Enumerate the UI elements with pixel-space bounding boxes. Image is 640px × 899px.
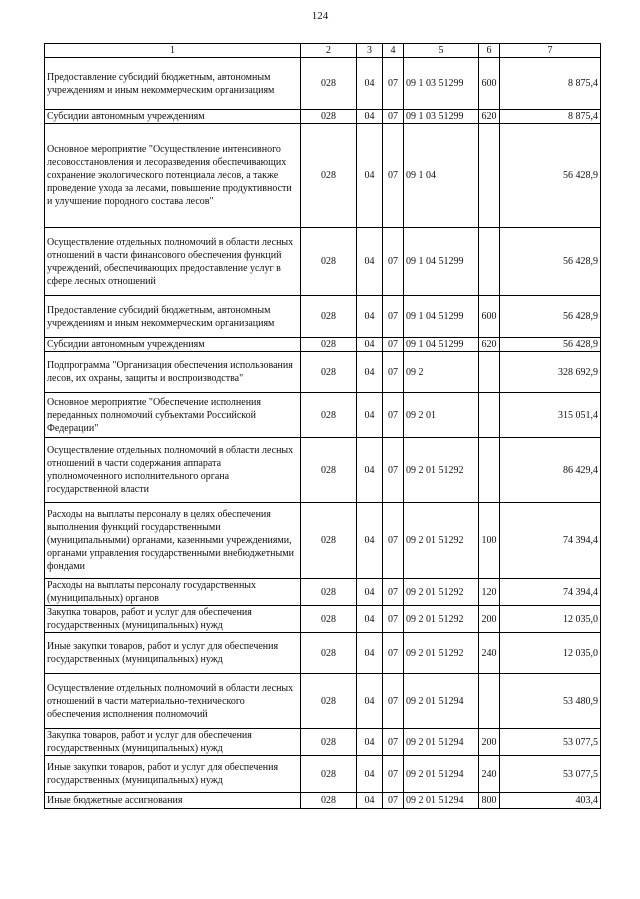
row-section-code: 04 bbox=[357, 674, 383, 729]
row-subsection-code: 07 bbox=[383, 756, 404, 793]
row-subsection-code: 07 bbox=[383, 729, 404, 756]
row-amount: 12 035,0 bbox=[500, 633, 601, 674]
row-name: Предоставление субсидий бюджетным, автономным учреждениям и иным некоммерческим организациям bbox=[45, 296, 301, 338]
row-target-article: 09 1 04 51299 bbox=[404, 338, 479, 352]
table-row bbox=[45, 729, 601, 756]
row-name: Закупка товаров, работ и услуг для обеспечения государственных (муниципальных) нужд bbox=[45, 729, 301, 756]
row-ved-code: 028 bbox=[301, 674, 357, 729]
column-header: 2 bbox=[301, 44, 357, 58]
table-row bbox=[45, 228, 601, 296]
row-section-code: 04 bbox=[357, 633, 383, 674]
row-subsection-code: 07 bbox=[383, 124, 404, 228]
row-target-article: 09 1 04 51299 bbox=[404, 228, 479, 296]
row-subsection-code: 07 bbox=[383, 393, 404, 438]
row-expense-type: 200 bbox=[479, 729, 500, 756]
row-expense-type bbox=[479, 438, 500, 503]
table-row bbox=[45, 503, 601, 579]
table-row bbox=[45, 756, 601, 793]
row-name: Основное мероприятие "Обеспечение исполнения переданных полномочий субъектами Российской Федерации" bbox=[45, 393, 301, 438]
row-name: Основное мероприятие "Осуществление интенсивного лесовосстановления и лесоразведения обеспечивающих сохранение экологического потенциала лесов, а также проведение ухода за лесами, повышение продуктивности и улучшение породного состава лесов" bbox=[45, 124, 301, 228]
column-header: 6 bbox=[479, 44, 500, 58]
row-section-code: 04 bbox=[357, 793, 383, 809]
row-section-code: 04 bbox=[357, 124, 383, 228]
row-amount: 328 692,9 bbox=[500, 352, 601, 393]
row-target-article: 09 2 01 51292 bbox=[404, 606, 479, 633]
row-expense-type: 240 bbox=[479, 756, 500, 793]
row-expense-type bbox=[479, 674, 500, 729]
row-expense-type: 240 bbox=[479, 633, 500, 674]
row-expense-type: 600 bbox=[479, 58, 500, 110]
row-ved-code: 028 bbox=[301, 352, 357, 393]
row-amount: 8 875,4 bbox=[500, 110, 601, 124]
row-target-article: 09 1 04 bbox=[404, 124, 479, 228]
row-target-article: 09 1 03 51299 bbox=[404, 110, 479, 124]
row-expense-type: 100 bbox=[479, 503, 500, 579]
row-subsection-code: 07 bbox=[383, 503, 404, 579]
row-amount: 56 428,9 bbox=[500, 338, 601, 352]
row-ved-code: 028 bbox=[301, 606, 357, 633]
table-row bbox=[45, 438, 601, 503]
row-name: Закупка товаров, работ и услуг для обеспечения государственных (муниципальных) нужд bbox=[45, 606, 301, 633]
row-section-code: 04 bbox=[357, 393, 383, 438]
budget-table bbox=[44, 43, 601, 809]
row-name: Подпрограмма "Организация обеспечения использования лесов, их охраны, защиты и воспроизводства" bbox=[45, 352, 301, 393]
row-section-code: 04 bbox=[357, 606, 383, 633]
row-amount: 56 428,9 bbox=[500, 124, 601, 228]
row-expense-type: 620 bbox=[479, 338, 500, 352]
row-subsection-code: 07 bbox=[383, 58, 404, 110]
row-ved-code: 028 bbox=[301, 338, 357, 352]
row-subsection-code: 07 bbox=[383, 338, 404, 352]
row-section-code: 04 bbox=[357, 579, 383, 606]
row-target-article: 09 1 03 51299 bbox=[404, 58, 479, 110]
row-ved-code: 028 bbox=[301, 124, 357, 228]
row-ved-code: 028 bbox=[301, 296, 357, 338]
row-section-code: 04 bbox=[357, 756, 383, 793]
row-subsection-code: 07 bbox=[383, 579, 404, 606]
row-name: Иные закупки товаров, работ и услуг для обеспечения государственных (муниципальных) нужд bbox=[45, 756, 301, 793]
table-row bbox=[45, 393, 601, 438]
table-row bbox=[45, 338, 601, 352]
row-expense-type bbox=[479, 393, 500, 438]
table-row bbox=[45, 352, 601, 393]
row-subsection-code: 07 bbox=[383, 633, 404, 674]
table-row bbox=[45, 110, 601, 124]
row-target-article: 09 2 01 51292 bbox=[404, 579, 479, 606]
table-row bbox=[45, 58, 601, 110]
column-header: 3 bbox=[357, 44, 383, 58]
row-subsection-code: 07 bbox=[383, 438, 404, 503]
row-subsection-code: 07 bbox=[383, 110, 404, 124]
row-amount: 74 394,4 bbox=[500, 503, 601, 579]
row-expense-type: 200 bbox=[479, 606, 500, 633]
row-section-code: 04 bbox=[357, 352, 383, 393]
row-name: Осуществление отдельных полномочий в области лесных отношений в части финансового обеспечения функций учреждений, обеспечивающих предоставление услуг в сфере лесных отношений bbox=[45, 228, 301, 296]
row-ved-code: 028 bbox=[301, 793, 357, 809]
row-name: Субсидии автономным учреждениям bbox=[45, 110, 301, 124]
row-name: Расходы на выплаты персоналу в целях обеспечения выполнения функций государственными (муниципальными) органами, казенными учреждениями, органами управления государственными внебюджетными фондами bbox=[45, 503, 301, 579]
row-target-article: 09 2 bbox=[404, 352, 479, 393]
row-ved-code: 028 bbox=[301, 729, 357, 756]
row-section-code: 04 bbox=[357, 58, 383, 110]
row-subsection-code: 07 bbox=[383, 352, 404, 393]
row-amount: 53 480,9 bbox=[500, 674, 601, 729]
row-section-code: 04 bbox=[357, 503, 383, 579]
row-amount: 74 394,4 bbox=[500, 579, 601, 606]
row-ved-code: 028 bbox=[301, 438, 357, 503]
row-expense-type: 600 bbox=[479, 296, 500, 338]
row-target-article: 09 2 01 51292 bbox=[404, 438, 479, 503]
row-target-article: 09 2 01 51292 bbox=[404, 633, 479, 674]
row-ved-code: 028 bbox=[301, 579, 357, 606]
table-body bbox=[45, 58, 601, 809]
page-number: 124 bbox=[311, 10, 329, 22]
table-row bbox=[45, 296, 601, 338]
row-section-code: 04 bbox=[357, 729, 383, 756]
row-target-article: 09 2 01 51294 bbox=[404, 793, 479, 809]
row-section-code: 04 bbox=[357, 110, 383, 124]
row-subsection-code: 07 bbox=[383, 793, 404, 809]
row-amount: 56 428,9 bbox=[500, 296, 601, 338]
row-amount: 315 051,4 bbox=[500, 393, 601, 438]
row-section-code: 04 bbox=[357, 438, 383, 503]
row-name: Осуществление отдельных полномочий в области лесных отношений в части содержания аппарата уполномоченного исполнительного органа государственной власти bbox=[45, 438, 301, 503]
row-name: Субсидии автономным учреждениям bbox=[45, 338, 301, 352]
column-header: 5 bbox=[404, 44, 479, 58]
row-ved-code: 028 bbox=[301, 503, 357, 579]
table-row bbox=[45, 793, 601, 809]
row-ved-code: 028 bbox=[301, 633, 357, 674]
column-header: 7 bbox=[500, 44, 601, 58]
row-target-article: 09 2 01 51294 bbox=[404, 729, 479, 756]
row-subsection-code: 07 bbox=[383, 296, 404, 338]
table-row bbox=[45, 579, 601, 606]
table-row bbox=[45, 633, 601, 674]
row-subsection-code: 07 bbox=[383, 228, 404, 296]
row-ved-code: 028 bbox=[301, 110, 357, 124]
row-target-article: 09 1 04 51299 bbox=[404, 296, 479, 338]
row-expense-type bbox=[479, 352, 500, 393]
row-target-article: 09 2 01 51292 bbox=[404, 503, 479, 579]
row-expense-type: 120 bbox=[479, 579, 500, 606]
row-subsection-code: 07 bbox=[383, 606, 404, 633]
row-section-code: 04 bbox=[357, 228, 383, 296]
table-row bbox=[45, 674, 601, 729]
row-target-article: 09 2 01 51294 bbox=[404, 756, 479, 793]
row-ved-code: 028 bbox=[301, 756, 357, 793]
table-header-row bbox=[45, 44, 601, 58]
row-ved-code: 028 bbox=[301, 228, 357, 296]
row-amount: 86 429,4 bbox=[500, 438, 601, 503]
row-section-code: 04 bbox=[357, 338, 383, 352]
column-header: 4 bbox=[383, 44, 404, 58]
row-section-code: 04 bbox=[357, 296, 383, 338]
row-amount: 53 077,5 bbox=[500, 756, 601, 793]
row-name: Осуществление отдельных полномочий в области лесных отношений в части материально-технического обеспечения исполнения полномочий bbox=[45, 674, 301, 729]
row-amount: 56 428,9 bbox=[500, 228, 601, 296]
row-name: Расходы на выплаты персоналу государственных (муниципальных) органов bbox=[45, 579, 301, 606]
row-expense-type bbox=[479, 124, 500, 228]
row-target-article: 09 2 01 51294 bbox=[404, 674, 479, 729]
row-amount: 403,4 bbox=[500, 793, 601, 809]
table-row bbox=[45, 124, 601, 228]
row-subsection-code: 07 bbox=[383, 674, 404, 729]
row-amount: 53 077,5 bbox=[500, 729, 601, 756]
row-amount: 12 035,0 bbox=[500, 606, 601, 633]
row-name: Иные бюджетные ассигнования bbox=[45, 793, 301, 809]
row-name: Предоставление субсидий бюджетным, автономным учреждениям и иным некоммерческим организациям bbox=[45, 58, 301, 110]
row-expense-type: 620 bbox=[479, 110, 500, 124]
row-ved-code: 028 bbox=[301, 393, 357, 438]
row-amount: 8 875,4 bbox=[500, 58, 601, 110]
row-ved-code: 028 bbox=[301, 58, 357, 110]
row-expense-type bbox=[479, 228, 500, 296]
column-header: 1 bbox=[45, 44, 301, 58]
row-expense-type: 800 bbox=[479, 793, 500, 809]
row-target-article: 09 2 01 bbox=[404, 393, 479, 438]
table-row bbox=[45, 606, 601, 633]
row-name: Иные закупки товаров, работ и услуг для обеспечения государственных (муниципальных) нужд bbox=[45, 633, 301, 674]
